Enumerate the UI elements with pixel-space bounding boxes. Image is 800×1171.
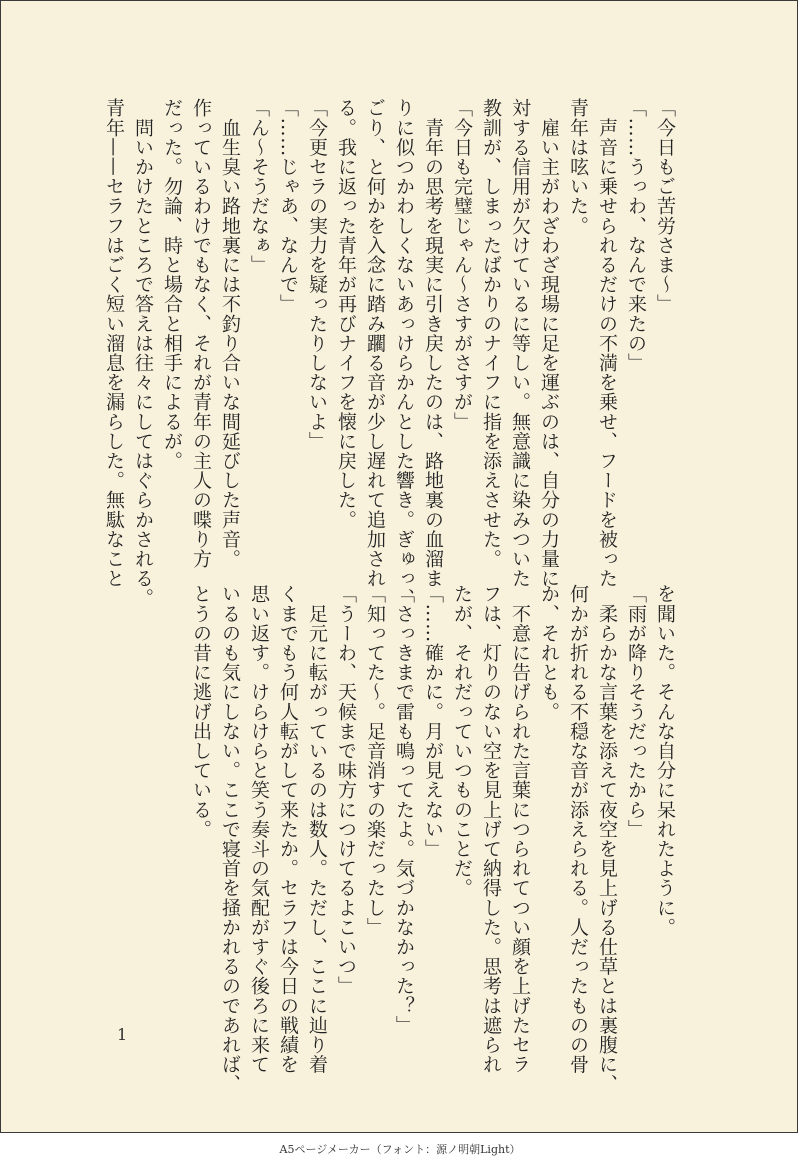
text-line: とうの昔に逃げ出している。: [190, 584, 212, 839]
text-line: くまでもう何人転がして来たか。セラフは今日の戦績を: [277, 584, 299, 1074]
lower-text-block: [186, 584, 679, 1094]
text-line: る。我に返った青年が再びナイフを懐に戻した。: [335, 98, 357, 530]
text-line: 何かが折れる不穏な音が添えられる。人だったものの骨: [567, 584, 589, 1074]
text-line: フは、灯りのない空を見上げて納得した。思考は遮られ: [480, 584, 502, 1074]
text-line: 「今日も完璧じゃん〜さすがさすが」: [451, 98, 473, 432]
text-line: 「うーわ、天候まで味方につけてるよこいつ」: [335, 584, 357, 996]
text-line: 問いかけたところで答えは往々にしてはぐらかされる。: [132, 98, 154, 608]
upper-text-block: [99, 98, 679, 608]
text-line: 「……じゃあ、なんで」: [277, 98, 299, 314]
text-line: いるのも気にしない。ここで寝首を掻かれるのであれば、: [219, 584, 241, 1094]
text-line: 「雨が降りそうだったから」: [625, 584, 647, 839]
page-number: 1: [117, 1025, 128, 1044]
text-line: たが、それだっていつものことだ。: [451, 584, 473, 898]
text-line: 教訓が、しまったばかりのナイフに指を添えさせた。: [480, 98, 502, 569]
text-line: 「……確かに。月が見えない」: [422, 584, 444, 859]
text-line: 不意に告げられた言葉につられてつい顔を上げたセラ: [509, 584, 531, 1074]
text-line: だった。勿論、時と場合と相手によるが。: [161, 98, 183, 471]
text-line: 思い返す。けらけらと笑う奏斗の気配がすぐ後ろに来て: [248, 584, 270, 1074]
text-line: か、それとも。: [538, 584, 560, 722]
text-line: 柔らかな言葉を添えて夜空を見上げる仕草とは裏腹に、: [596, 584, 618, 1094]
text-line: 声音に乗せられるだけの不満を乗せ、フードを被った: [596, 98, 618, 588]
text-line: りに似つかわしくないあっけらかんとした響き。ぎゅっ、: [393, 98, 415, 608]
text-line: 足元に転がっているのは数人。ただし、ここに辿り着: [306, 584, 328, 1074]
text-line: 血生臭い路地裏には不釣り合いな間延びした声音。: [219, 98, 241, 569]
text-line: 「今更セラの実力を疑ったりしないよ」: [306, 98, 328, 451]
text-line: 「今日もご苦労さま〜」: [654, 98, 676, 314]
text-line: 「知ってた〜。足音消すの楽だったし」: [364, 584, 386, 937]
text-line: を聞いた。そんな自分に呆れたように。: [654, 584, 676, 937]
text-line: 「ん〜そうだなぁ」: [248, 98, 270, 275]
text-line: 対する信用が欠けているに等しい。無意識に染みついた: [509, 98, 531, 588]
text-line: 青年は呟いた。: [567, 98, 589, 236]
text-line: ごり、と何かを入念に踏み躙る音が少し遅れて追加され: [364, 98, 386, 588]
text-line: 「……うっわ、なんで来たの」: [625, 98, 647, 373]
text-line: 雇い主がわざわざ現場に足を運ぶのは、自分の力量に: [538, 98, 560, 588]
text-line: 青年——セラフはごく短い溜息を漏らした。無駄なこと: [103, 98, 125, 588]
text-line: 作っているわけでもなく、それが青年の主人の喋り方: [190, 98, 212, 569]
text-line: 「さっきまで雷も鳴ってたよ。気づかなかった？」: [393, 584, 415, 1035]
footer-caption: A5ページメーカー（フォント：源ノ明朝Light）: [279, 1143, 521, 1156]
text-line: 青年の思考を現実に引き戻したのは、路地裏の血溜ま: [422, 98, 444, 588]
